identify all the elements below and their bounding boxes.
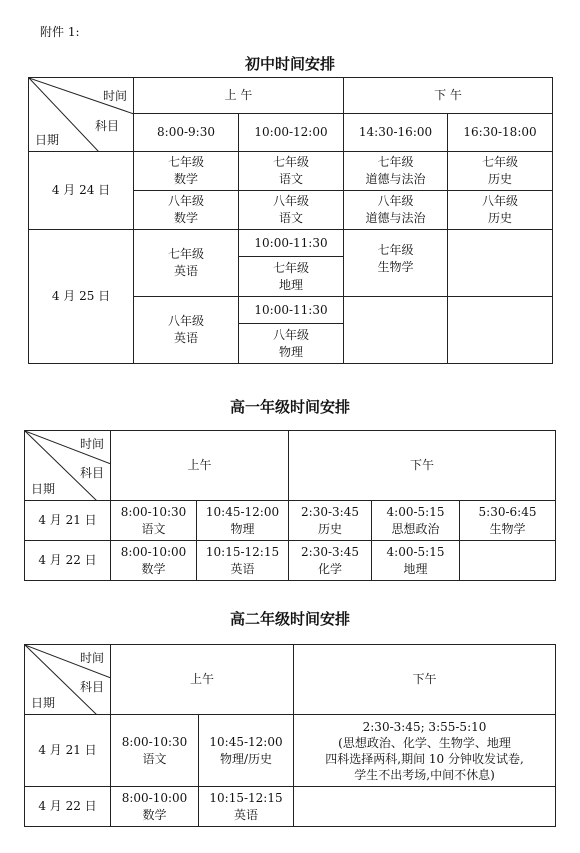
date-apr25: 4 月 25 日 [29,230,134,364]
exam-cell: 八年级 物理 [239,324,344,364]
exam-cell: 七年级 生物学 [344,230,448,297]
time-cell: 10:00-11:30 [239,230,344,257]
corner-date: 日期 [31,482,56,496]
exam-cell: 2:30-3:45 化学 [289,541,372,581]
senior2-schedule-table [24,644,556,827]
slot-2: 10:00-12:00 [239,114,344,152]
afternoon-header: 下午 [294,645,556,715]
slot-4: 16:30-18:00 [448,114,553,152]
corner-date: 日期 [35,133,60,147]
morning-header: 上 午 [134,78,344,114]
afternoon-elective-note: 2:30-3:45; 3:55-5:10 (思想政治、化学、生物学、地理 四科选择两科,期间 10 分钟收发试卷, 学生不出考场,中间不休息) [294,715,556,787]
corner-subject: 科目 [79,466,104,480]
exam-cell: 七年级 历史 [448,152,553,191]
senior1-schedule-table [24,430,556,581]
empty-cell [460,541,556,581]
date-apr22: 4 月 22 日 [25,541,111,581]
exam-cell: 八年级 英语 [134,297,239,364]
exam-cell: 8:00-10:30 语文 [111,715,199,787]
exam-cell: 8:00-10:00 数学 [111,787,199,827]
senior1-title: 高一年级时间安排 [229,398,350,416]
morning-header: 上午 [111,645,294,715]
exam-cell: 八年级 数学 [134,191,239,230]
exam-cell: 七年级 语文 [239,152,344,191]
date-apr21: 4 月 21 日 [25,715,111,787]
corner-time: 时间 [102,89,127,103]
corner-subject: 科目 [94,119,119,133]
corner-header [25,645,111,715]
date-apr24: 4 月 24 日 [29,152,134,230]
empty-cell [448,297,553,364]
empty-cell [294,787,556,827]
exam-cell: 七年级 地理 [239,257,344,297]
junior-schedule-table [28,77,553,364]
exam-cell: 8:00-10:30 语文 [111,501,197,541]
slot-1: 8:00-9:30 [134,114,239,152]
exam-cell: 10:15-12:15 英语 [199,787,294,827]
afternoon-header: 下午 [289,431,556,501]
exam-cell: 八年级 道德与法治 [344,191,448,230]
exam-cell: 10:15-12:15 英语 [197,541,289,581]
senior2-title: 高二年级时间安排 [229,610,350,628]
exam-cell: 4:00-5:15 地理 [372,541,460,581]
exam-cell: 七年级 数学 [134,152,239,191]
exam-cell: 8:00-10:00 数学 [111,541,197,581]
time-cell: 10:00-11:30 [239,297,344,324]
exam-cell: 七年级 英语 [134,230,239,297]
corner-header [25,431,111,501]
attachment-label: 附件 1: [40,25,80,39]
exam-cell: 4:00-5:15 思想政治 [372,501,460,541]
empty-cell [344,297,448,364]
date-apr21: 4 月 21 日 [25,501,111,541]
exam-cell: 10:45-12:00 物理 [197,501,289,541]
morning-header: 上午 [111,431,289,501]
exam-cell: 10:45-12:00 物理/历史 [199,715,294,787]
exam-cell: 2:30-3:45 历史 [289,501,372,541]
afternoon-header: 下 午 [344,78,553,114]
corner-time: 时间 [79,437,104,451]
exam-cell: 八年级 历史 [448,191,553,230]
exam-cell: 八年级 语文 [239,191,344,230]
corner-subject: 科目 [79,680,104,694]
exam-cell: 5:30-6:45 生物学 [460,501,556,541]
empty-cell [448,230,553,297]
corner-date: 日期 [31,696,56,710]
date-apr22: 4 月 22 日 [25,787,111,827]
junior-title: 初中时间安排 [244,55,335,73]
slot-3: 14:30-16:00 [344,114,448,152]
corner-header [29,78,134,152]
corner-time: 时间 [79,651,104,665]
exam-cell: 七年级 道德与法治 [344,152,448,191]
